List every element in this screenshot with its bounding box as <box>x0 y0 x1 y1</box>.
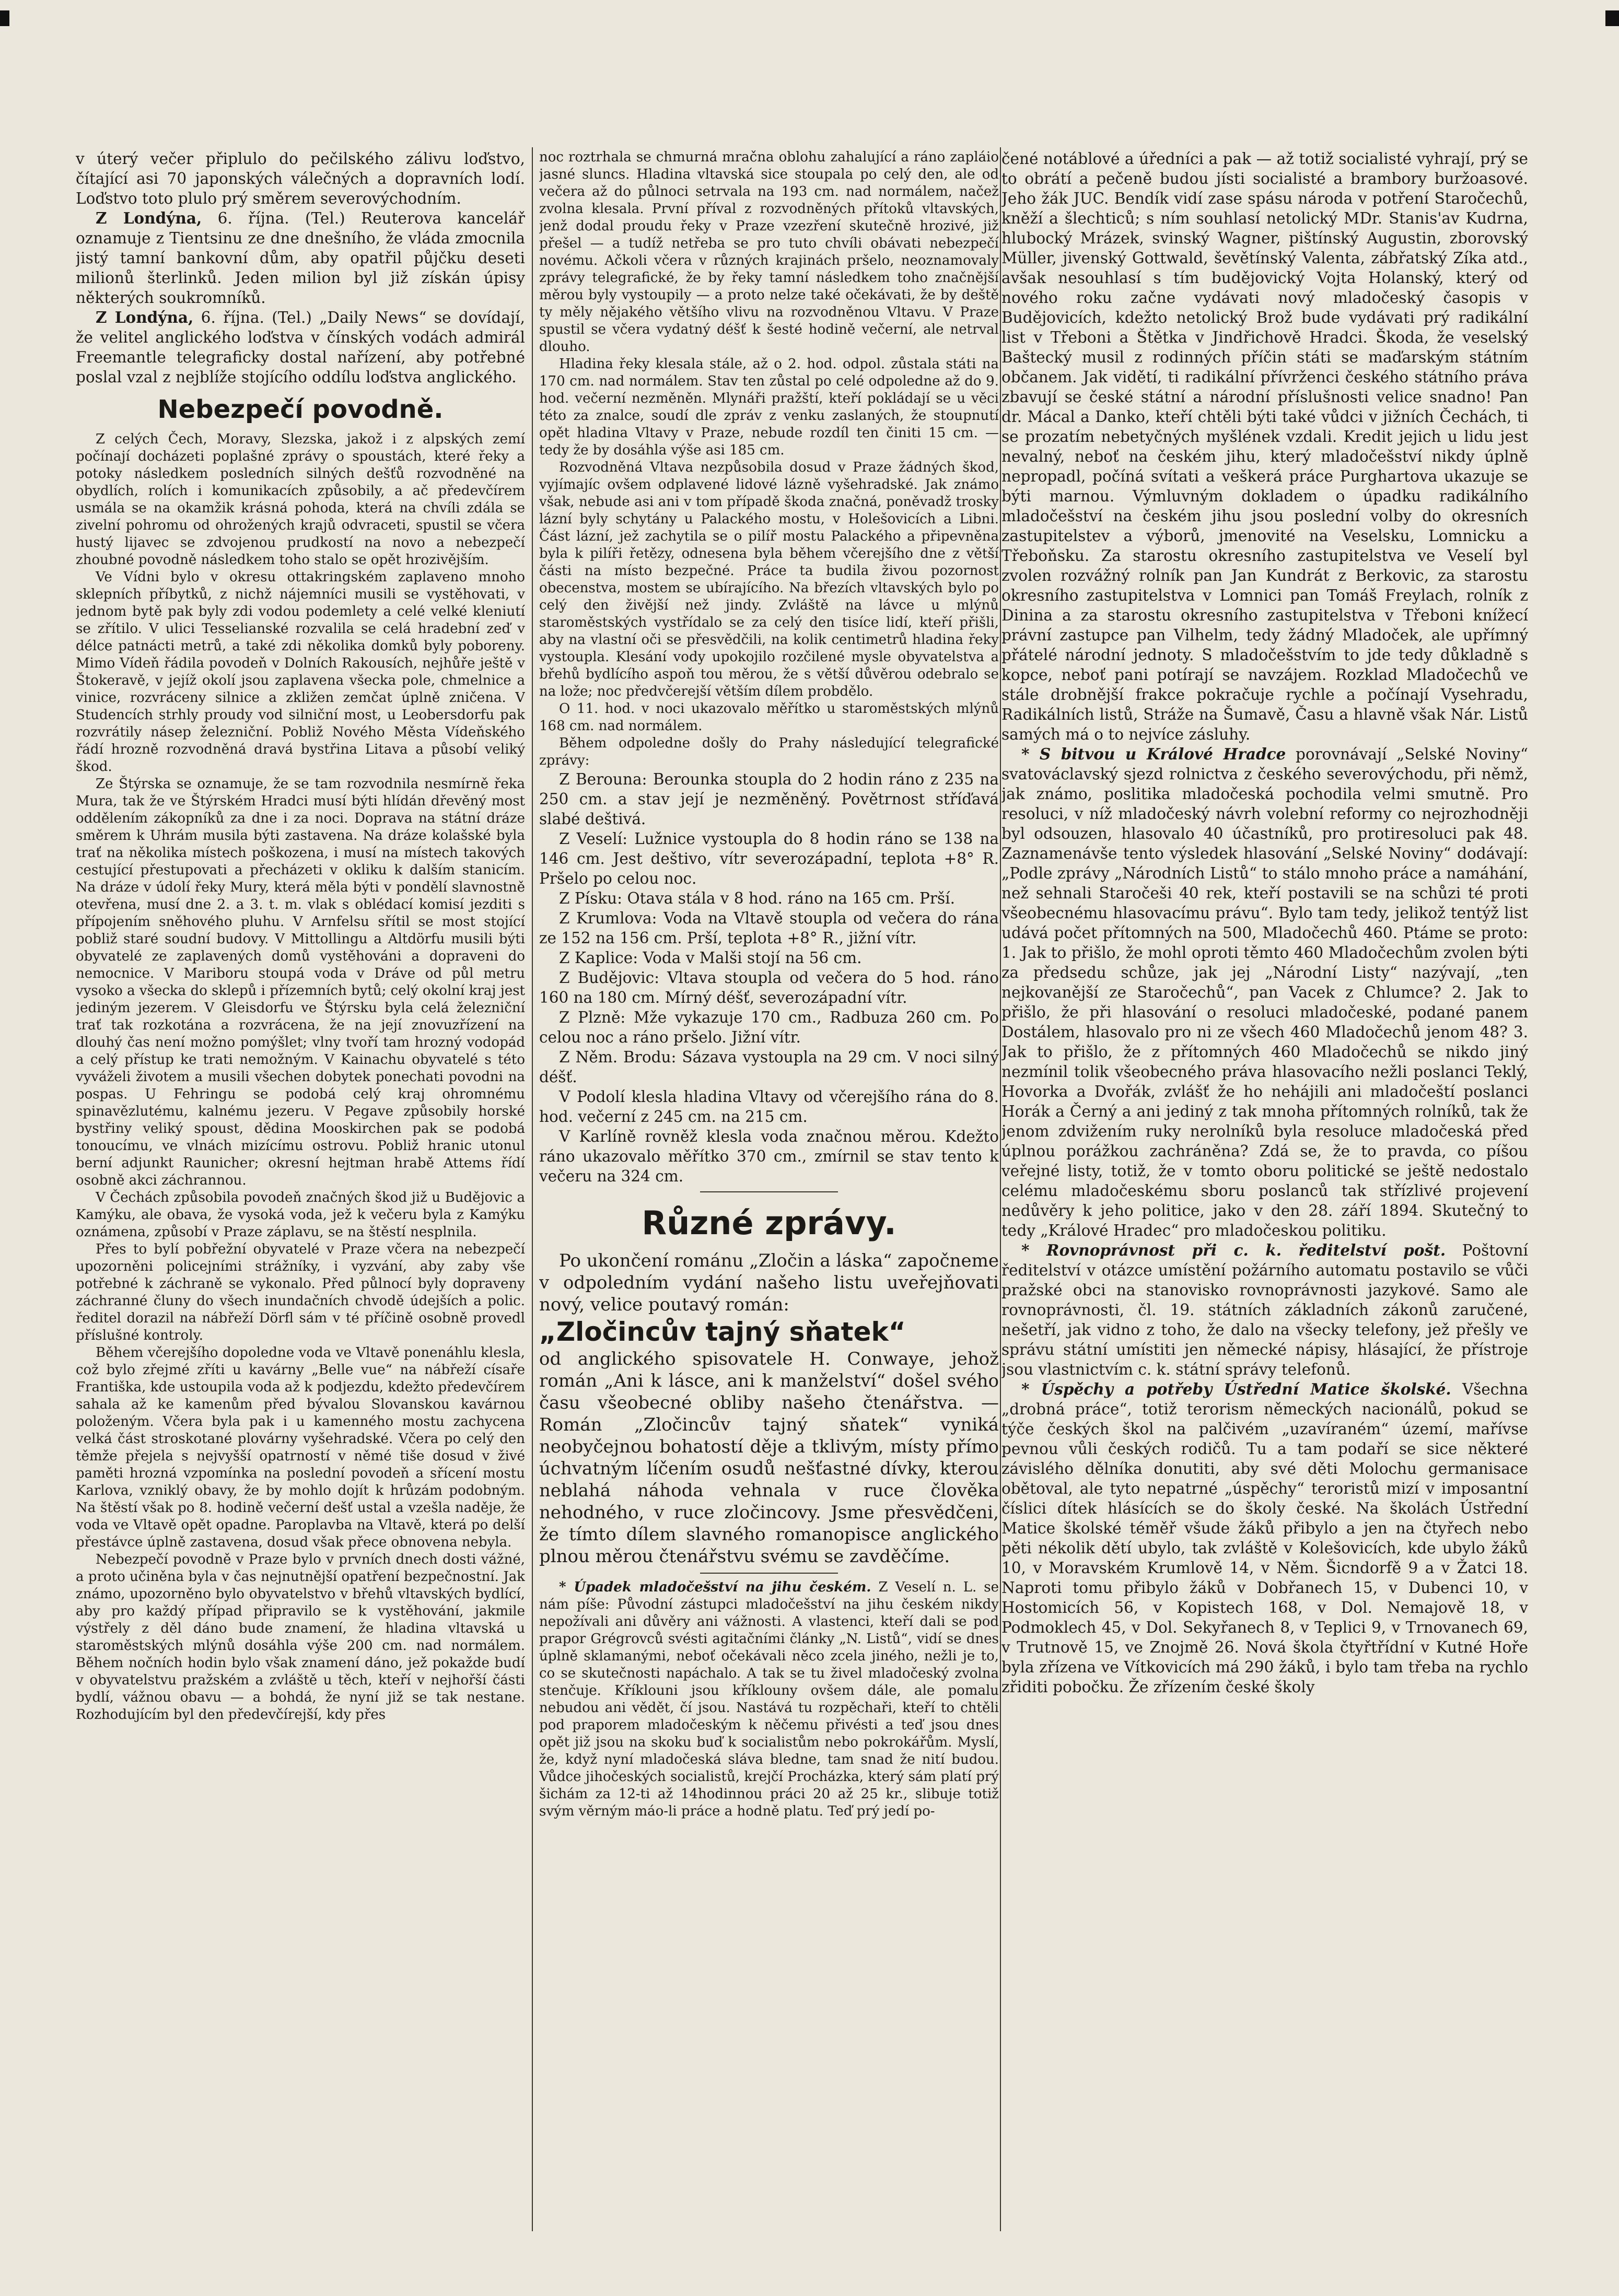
item-heading: * Rovnoprávnost při c. k. ředitelství pošt. <box>1021 1241 1446 1259</box>
paragraph: Rozvodněná Vltava nezpůsobila dosud v Praze žádných škod, vyjímajíc ovšem odplavené lidové lázně vyšehradské. Jak známo však, nebude asi ani v tom případě škoda značná, poněvadž trosky lázní byly schytány u Palackého mostu, v Holešovicích a Libni. Část lázní, jež zachytila se o pilíř mostu Palackého a připevněna byla k pilíři řetězy, odnesena byla během včerejšího dne z větší části na místo bezpečné. Práce ta budila živou pozornost obecenstva, mostem se ubírajícího. Na březích vltavských bylo po celý den živější než jindy. Zvláště na lávce u mlýnů staroměstských vystřídalo se za celý den tisíce lidí, kteří přišli, aby na vlastní oči se přesvědčili, na kolik centimetrů hladina řeky vystoupla. Klesání vody upokojilo rozčilené mysle obyvatelstva a břehů bydlícího aspoň tou měrou, že s větší důvěrou odebralo se na lože; noc předvčerejší větším dílem probdělo. <box>539 460 999 699</box>
paragraph: Hladina řeky klesala stále, až o 2. hod. odpol. zůstala státi na 170 cm. nad normálem. Stav ten zůstal po celé odpoledne až do 9. hod. večerní nezměněn. Mlynáři pražští, kteří pokládají se u věci této za znalce, soudí dle zpráv z venku zaslaných, že stoupnutí opět hladina Vltavy v Praze, nebude rozdíl ten činiti 15 cm. — tedy že by dosáhla výše asi 185 cm. <box>539 356 999 458</box>
item-heading: * S bitvou u Králové Hradce <box>1021 745 1286 763</box>
paragraph: Přes to bylí pobřežní obyvatelé v Praze včera na nebezpečí upozorněni policejními strážníky, i vyzvání, aby zaby vše potřebné k záchraně se vykonalo. Před půlnocí byly dopraveny záchranné čluny do všech inundačních chvodě údejších a polic. ředitel dorazil na nábřeží Dörfl sám v té příčině osobně provedl příslušné kontroly. <box>76 1241 525 1343</box>
page-corner-mark-left <box>0 10 9 26</box>
flood-article-continued <box>539 149 999 769</box>
telegram-report: Z Něm. Brodu: Sázava vystoupla na 29 cm. V noci silný déšť. <box>539 1048 999 1086</box>
column-3 <box>1001 149 1528 2230</box>
paragraph: od anglického spisovatele H. Conwaye, jehož román „Ani k lásce, ani k manželství“ došel svého času všeobecné obliby našeho čtenářstva. — Román „Zločincův tajný sňatek“ vyniká neobyčejnou bohatostí děje a tklivým, místy přímo úchvatným líčením osudů nešťastné dívky, kterou neblahá náhoda vehnala v ruce člověka nehodného, v ruce zločincovy. Jsme přesvědčeni, že tímto dílem slavného romanopisce anglického plnou měrou čtenářstvu svému se zavděčíme. <box>539 1349 999 1567</box>
item-heading: * Úspěchy a potřeby Ústřední Matice školské. <box>1021 1380 1451 1398</box>
telegram-report: Z Písku: Otava stála v 8 hod. ráno na 165 cm. Prší. <box>559 889 955 907</box>
news-text: Z Veselí n. L. se nám píše: Původní zástupci mladočešství na jihu českém nikdy nepožívali ani důvěry ani vážnosti. A vlastenci, kteří dali se pod prapor Grégrovců svésti agitačními články „N. Listů“, vidí se dnes úplně sklamanými, neboť očekávali něco zcela jiného, nežli je to, co se skutečnosti napáchalo. A tak se tu živel mladočeský zvolna stenčuje. Kříklouni jsou kříklouny ovšem dále, ale pomalu nebudou ani vědět, čí jsou. Nastává tu rozpěchaři, kteří to chtěli pod praporem mladočeským k něčemu přivésti a teď jsou dnes opět již jsou na skoku buď k socialistům nebo pokrokářům. Myslí, že, když nyní mladočeská sláva bledne, tam snad že nití budou. Vůdce jihočeských socialistů, krejčí Procházka, který sám platí prý šichám za 12-ti až 14hodinnou práci 20 až 25 kr., slibuje totiž svým věrným máo-li práce a hodně platu. Teď prý jedí po- <box>539 1579 999 1819</box>
flood-article <box>76 431 525 1724</box>
separator-rule <box>700 1573 838 1574</box>
news-item <box>1001 1379 1528 1697</box>
news-item <box>539 1579 999 1820</box>
paragraph: Po ukončení románu „Zločin a láska“ započneme v odpoledním vydání našeho listu uveřejňovati nový, velice poutavý román: <box>539 1250 999 1315</box>
dateline: Z Londýna, <box>96 308 194 326</box>
telegram-report: Z Veselí: Lužnice vystoupla do 8 hodin ráno se 138 na 146 cm. Jest deštivo, vítr severozápadní, teplota +8° R. Pršelo po celou noc. <box>539 830 999 887</box>
column-2 <box>539 149 999 2230</box>
news-text: Všechna „drobná práce“, totiž terorism německých nacionálů, pokud se týče českých škol na palčivém „uzavíraném“ území, mařívse pevnou vůli českých rodičů. Tu a tam podaří se sice některé závislého dělníka donutiti, aby své děti Molochu germanisace obětoval, ale tyto nepatrné „úspěchy“ teroristů mizí v imposantní číslici dítek hlásících se do školy české. Na školách Ústřední Matice školské téměř všude žáků přibylo a jen na čtyřech nebo pěti nékolik dětí ubylo, tak zvláště v Kolešovicích, kde ubylo žáků 10, v Moravském Krumlově 14, v Něm. Šicndorfě 9 a v Žatci 18. Naproti tomu přibylo žáků v Dobřanech 15, v Dubenci 10, v Hostomicích 56, v Kopistech 168, v Dol. Nemajově 18, v Podmoklech 45, v Dol. Sekyřanech 8, v Teplici 9, v Trnovanech 69, v Trutnově 15, ve Znojmě 26. Nová škola čtyřtřídní v Kutné Hoře byla zřízena ve Vítkovicích má 290 žáků, i bylo tam třeba na rychlo zřiditi pobočku. Že zřízením české školy <box>1001 1380 1528 1696</box>
paragraph: čené notáblové a úředníci a pak — až totiž socialisté vyhrají, prý se to obrátí a pečeně budou jísti socialisté a brambory buržoasové. Jeho žák JUC. Bendík vidí zase spásu národa v potření Staročechů, kněží a šlechticů; s ním souhlasí netolický MDr. Stanis'av Kudrna, hlubocký Mrázek, svinský Wagner, pištínský Augustin, zborovský Müller, jivenský Gottwald, ševětínský Valenta, zábřatský Zíka atd., avšak nesouhlasí s tím budějovický Vojta Holanský, který od nového roku začne vydávati nový mladočeský časopis v Budějovicích, kdežto netolický Brož bude vydávati prý radikální list v Třeboni a Štětka v Jindřichově Hradci. Škoda, že veselský Baštecký musil z rodinných příčin státi se maďarským státním občanem. Jak vidětí, ti radikální přívrženci českého státního práva zbavují se české státní a národní příslušnosti velice snadno! Pan dr. Mácal a Danko, kteří chtěli býti také vůdci v jižních Čechách, ti se prozatím nebetyčných myšlének vzdali. Kredit jejich u lidu jest nevalný, neboť na českém jihu, který mladočešství nikdy úplně nepropadl, počíná svítati a veškerá práce Purghartova ukazuje se býti marnou. Výmluvným dokladem o úpadku radikálního mladočešství na českém jihu jsou poslední volby do okresních zastupitelstev a výborů, jmenovité na Veselsku, Lomnicku a Třeboňsku. Za starostu okresního zastupitelstva ve Veselí byl zvolen rozvážný rolník pan Jan Kundrát z Berkovic, za starostu okresního zastupitelstva v Lomnici pan Tomáš Freylach, rolník z Dinina a za starostu okresního zastupitelstva v Třeboni knížecí právní zastupce pan Vilhelm, tedy žádný Mladoček, ale upřímný přátelé národní jednoty. S mladočešstvím to jde tedy důkladně s kopce, neboť pani potírají se navzájem. Rozklad Mladočechů ve stále drobnější frakce pokračuje rychle a počínají Vysehradu, Radikálních listů, Stráže na Šumavě, Času a hlavně však Nár. Listů samých má o to nejvíce zásluhy. <box>1001 150 1528 743</box>
paragraph: Ve Vídni bylo v okresu ottakringském zaplaveno mnoho sklepních příbytků, z nichž nájemníci musili se vystěhovati, v jednom bytě pak byly zdi vodou podemlety a celé velké kleniutí se zřítilo. V ulici Tesselianské rozvalila se celá hradební zeď v délce patnácti metrů, a také zdi několika domků byly poboreny. Mimo Vídeň řádila povodeň v Dolních Rakousích, nejhůře ještě v Štokeravě, v jejíž okolí jsou zaplavena všecka pole, chmelnice a vinice, rozvráceny silnice a zkližen zemčat úplně zničena. V Studencích strhly proudy vod silniční most, u Leobersdorfu pak rozvrátily násep železniční. Pobliž Nového Města Vídeňského řádí hrozně rozvodněná dravá bystřina Litava a působí veliký škod. <box>76 569 525 775</box>
separator-rule <box>700 1191 838 1192</box>
column-rule <box>1000 147 1001 2231</box>
paragraph: Ze Štýrska se oznamuje, že se tam rozvodnila nesmírně řeka Mura, tak že ve Štýrském Hradci musí býti hlídán dřevěný most oddělením zákopníků za dne i za noci. Doprava na státní dráze směrem k Uhrám musila býti zastavena. Na dráze kolašské byla trať na několika místech poškozena, i musí na místech takových cestující přestupovati a přecházeti v okliku k dalším stanicím. Na dráze v údolí řeky Mury, která měla býti v pondělí slavnostně otevřena, musí dne 2. a 3. t. m. vlak s oblédací komisí jezditi s přípojením sněhového pluhu. V Arnfelsu sřítil se most stojící pobliž staré soudní budovy. V Mittollingu a Altdörfu musili býti obyvatelé ze zaplavených domů vystěhováni a dopraveni do nemocnice. V Mariboru stoupá voda v Dráve od půl metru vysoko a všecka do sklepů i přízemních bytů; celý okolní kraj jest jediným jezerem. V Gleisdorfu ve Štýrsku byla celá železniční trať tak rozkotána a rozvrácena, že na její znovuzřízení na dlouhý čas není možno pomýšlet; vlny tvoří tam hrozný vodopád a celý přístup ke trati nemožným. V Kainachu obyvatelé s této vyváželi životem a musili všechen dobytek ponechati povodni na pospas. U Fehringu se podobá celý kraj ohromnému spinavězlutému, kalnému jezeru. V Pegave způsobily horské bystřiny veliký spoust, dědina Mooskirchen pak se podobá tonoucímu, ve vlnách mizícímu ostrovu. Pobliž hranic utonul berní adjunkt Raunicher; okresní hejtman hrabě Attems řídí osobně akci záchrannou. <box>76 776 525 1188</box>
telegram-report: V Karlíně rovněž klesla voda značnou měrou. Kdežto ráno ukazovalo měřítko 370 cm., zmírnil se stav tento k večeru na 324 cm. <box>539 1128 999 1185</box>
paragraph: Z celých Čech, Moravy, Slezska, jakož i z alpských zemí počínají docházeti poplašné zprávy o spoustách, které řeky a potoky následkem posledních silných dešťů rozvodněné na obydlích, rolích i komunikacích způsobily, a ač předevčírem usmála se na okamžik krásná pohoda, která na chvíli zdála se zivelní pohromu od ohrožených krajů odvraceti, spustil se včera hustý lijavec se zdvojenou prudkostí na novo a nebezpečí zhoubné povodně následkem toho stalo se opět hrozivějším. <box>76 431 525 568</box>
item-heading: * Úpadek mladočešství na jihu českém. <box>559 1579 871 1595</box>
paragraph: O 11. hod. v noci ukazovalo měřítko u staroměstských mlýnů 168 cm. nad normálem. <box>539 701 999 734</box>
dateline: Z Londýna, <box>96 209 202 227</box>
news-item <box>76 208 525 308</box>
telegram-report: Z Berouna: Berounka stoupla do 2 hodin ráno z 235 na 250 cm. a stav její je nezměněný. Povětrnost stříďavá slabé deštivá. <box>539 770 999 828</box>
section-heading: Různé zprávy. <box>642 1204 896 1242</box>
telegram-report: Z Budějovic: Vltava stoupla od večera do 5 hod. ráno 160 na 180 cm. Mírný déšť, severozápadní vítr. <box>539 969 999 1006</box>
telegram-report: Z Krumlova: Voda na Vltavě stoupla od večera do rána ze 152 na 156 cm. Prší, teplota +8° R., jižní vítr. <box>539 909 999 947</box>
paragraph: noc roztrhala se chmurná mračna oblohu zahalující a ráno zapláio jasné sluncs. Hladina vltavská sice stoupala po celý den, ale od večera až do půlnoci setrvala na 193 cm. nad normálem, načež zvolna klesala. První příval z rozvodněných přítoků vltavských, jenž dodal proudu řeky v Praze vzezření skutečně hrozivé, již přešel — a tudíž netřeba se pro tuto chvíli obávati nebezpečí novému. Ačkoli včera v různých krajinách pršelo, neoznamovaly zprávy telegrafické, že by řeky tamní následkem toho značnější měrou byly vystoupily — a proto nelze také očekávati, že by deště ty měly nějakého většího vlivu na rozvodněnou Vltavu. V Praze spustil se včera vydatný déšť k šesté hodině večerní, ale netrval dlouho. <box>539 149 999 355</box>
telegram-report: Z Plzně: Mže vykazuje 170 cm., Radbuza 260 cm. Po celou noc a ráno pršelo. Jižní vítr. <box>539 1009 999 1046</box>
paragraph: Nebezpečí povodně v Praze bylo v prvních dnech dosti vážné, a proto učiněna byla v čas nejnutnější opatření bezpečnostní. Jak známo, upozorněno bylo obyvatelstvo v břehů vltavských bydlící, aby pro každý případ připravilo se k vystěhování, jakmile výstřely z děl dáno bude znamení, že hladina vltavská u staroměstských mlýnů dosáhla výše 200 cm. nad normálem. Během nočních hodin bylo však znamení dáno, jež pokažde budí v obyvatelstvu pražském a zvláště u těch, kteří v nejhořší části bydlí, vážnou obavu — a bohdá, že nyní již se tak nestane. Rozhodujícím byl den předevčírejší, kdy přes <box>76 1552 525 1723</box>
news-text: 6. října. (Tel.) Reuterova kancelář oznamuje z Tientsinu ze dne dnešního, že vláda zmocnila jistý tamní bankovní dům, aby opatřil půjčku deseti milionů šterlinků. Jeden milion byl již získán úpisy některých soukromníků. <box>76 209 525 307</box>
paragraph: V Čechách způsobila povodeň značných škod již u Budějovic a Kamýku, ale obava, že vysoká voda, jež k večeru byla z Kamýku oznámena, způsobí v Praze záplavu, se na štěstí nesplnila. <box>76 1190 525 1240</box>
news-item <box>1001 744 1528 1240</box>
column-rule <box>532 147 533 2231</box>
news-text: Poštovní ředitelství v otázce umístění požárního automatu postavilo se vůči pražské obci na stanovisko rovnoprávnosti jazykové. Samo ale rovnoprávnosti, čl. 19. státních základních zákonů zaručené, nešetří, jak vidno z toho, že dalo na všecky telefony, jež přešly ve správu státní umístiti jen německé nápisy, hlásající, že přístroje jsou vlastnictvím c. k. státní správy telefonů. <box>1001 1241 1528 1378</box>
page-corner-mark-right <box>1605 10 1619 26</box>
telegram-report: V Podolí klesla hladina Vltavy od včerejšího rána do 8. hod. večerní z 245 cm. na 215 cm. <box>539 1088 999 1126</box>
paragraph: Během odpoledne došly do Prahy následující telegrafické zprávy: <box>539 735 999 768</box>
novel-title: „Zločincův tajný sňatek“ <box>539 1317 906 1347</box>
news-item <box>1001 1240 1528 1379</box>
section-heading: Nebezpečí povodně. <box>157 395 444 424</box>
news-text: porovnávají „Selské Noviny“ svatováclavský sjezd rolnictva z českého severovýchodu, při němž, jak známo, poslitika mladočeská pochodila velmi smutně. Pro resoluci, v níž mladočeský návrh volební reformy co nejrozhodněji byl odsouzen, hlasovalo 40 účastníků, pro protiresoluci pak 48. Zaznamenávše tento výsledek hlasování „Selské Noviny“ dodávají: „Podle zprávy „Národních Listů“ to stálo mnoho práce a namáhání, než sehnali Staročeši 40 rek, kteří postavili se na schůzi té proti všeobecnému hlasovacímu právu“. Bylo tam tedy, jelikož tentýž list udává počet přítomných na 500, Mladočechů 460. Ptáme se proto: 1. Jak to přišlo, že mohl oproti těmto 460 Mladočechům zvolen býti za předsedu schůze, jak jej „Národní Listy“ nazývají, „ten nejkovanější ze Staročechů“, pan Vacek z Chlumce? 2. Jak to přišlo, že při hlasování o resoluci mladočeské, podané panem Dostálem, hlasovalo pro ni ze všech 460 Mladočechů jenom 48? 3. Jak to přišlo, že z přítomných 460 Mladočechů se nikdo jiný nezmínil tolik všeobecného práva hlasovacího nežli poslanci Teklý, Hovorka a Dvořák, zvlášť že ho nehájili ani mladočeští poslanci Horák a Černý a ani jediný z tak mnoha přítomných rolníků, tak že jenom zdvižením ruky nerolníků byla resoluce mladočeská před úplnou porážkou zachráněna? Zdá se, že to pravda, co píšou veřejné listy, totiž, že v tomto oboru politické se ještě nedostalo celému mladočeskému sboru poslanců tak střízlivé projevení nedůvěry k jeho politice, jako v den 28. září 1894. Skutečný to tedy „Králové Hradec“ pro mladočeskou politiku. <box>1001 745 1528 1239</box>
news-item <box>76 308 525 387</box>
paragraph: Během včerejšího dopoledne voda ve Vltavě ponenáhlu klesla, což bylo zřejmé zříti u kavárny „Belle vue“ na nábřeží císaře Františka, kde ustoupila voda až k podjezdu, kdežto předevčírem sahala až ke kamenům před bývalou Slovanskou kavárnou položeným. Včera byla pak i u kamenného mostu zachycena velká část stroskotané plovárny vyšehradské. Včera po celý den těmže přejela s nejvyšší opatrností v němé tiše dosud v živé paměti hrozná vzpomínka na poslední povodeň a sřícení mostu Karlova, vzniklý obavy, že by mohlo dojít k hrůzám podobným. Na štěstí však po 8. hodině večerní dešť ustal a vzešla naděje, že voda ve Vltavě opět opadne. Paroplavba na Vltavě, která po delší přestávce úplně zastavena, dosud však přece obnovena nebyla. <box>76 1345 525 1550</box>
news-text: 6. října. (Tel.) „Daily News“ se dovídají, že velitel anglického loďstva v čínských vodách admirál Freemantle telegraficky dostal nařízení, aby potřebné poslal vzal z nejblíže stojícího oddílu loďstva anglického. <box>76 309 525 386</box>
column-1 <box>76 149 525 2230</box>
telegram-report: Z Kaplice: Voda v Malši stojí na 56 cm. <box>559 949 862 967</box>
article-text: v úterý večer připlulo do pečilského zálivu loďstvo, čítající asi 70 japonských válečných a dopravních lodí. Loďstvo toto plulo prý směrem severovýchodním. <box>76 150 525 207</box>
novel-announcement <box>539 1250 999 1567</box>
